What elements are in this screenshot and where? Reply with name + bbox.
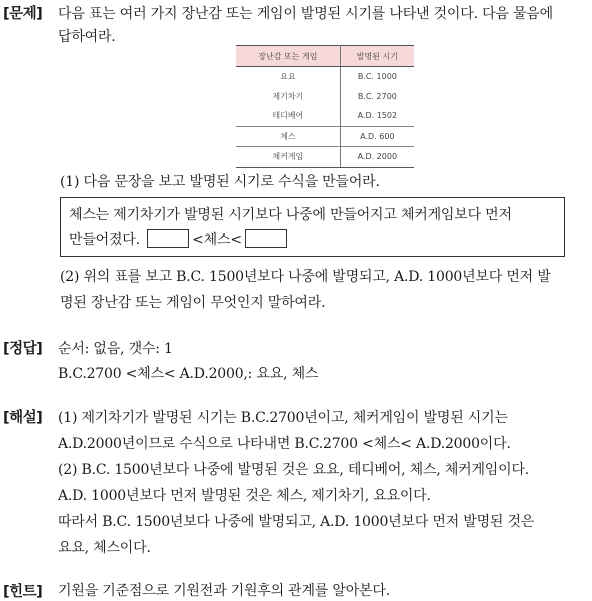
- explanation-label: [해설]: [3, 410, 43, 426]
- question-2-line1: (2) 위의 표를 보고 B.C. 1500년보다 나중에 발명되고, A.D. 1000년보다 먼저 발: [60, 269, 551, 285]
- answer-blank-right: [245, 229, 287, 248]
- hint-line: 기원을 기준점으로 기원전과 기원후의 관계를 알아본다.: [58, 583, 390, 599]
- invention-table: [236, 45, 414, 168]
- table-cell-toy: 요요: [236, 67, 340, 87]
- table-row: [236, 106, 414, 126]
- table-cell-date: A.D. 600: [340, 126, 414, 147]
- table-cell-date: A.D. 2000: [340, 147, 414, 168]
- table-cell-toy: 제기차기: [236, 87, 340, 107]
- table-row: [236, 67, 414, 87]
- problem-label: [문제]: [3, 6, 43, 22]
- answer-blank-left: [147, 229, 189, 248]
- explanation-line: 따라서 B.C. 1500년보다 나중에 발명되고, A.D. 1000년보다 먼저 발명된 것은: [58, 514, 535, 530]
- statement-line1: 체스는 제기차기가 발명된 시기보다 나중에 만들어지고 체커게임보다 먼저: [69, 207, 512, 223]
- explanation-line: A.D. 1000년보다 먼저 발명된 것은 체스, 제기차기, 요요이다.: [58, 488, 431, 504]
- answer-label: [정답]: [3, 341, 43, 357]
- hint-label: [힌트]: [3, 584, 43, 600]
- problem-intro-line2: 답하여라.: [58, 29, 116, 45]
- explanation-line: 요요, 체스이다.: [58, 540, 151, 556]
- statement-line2-middle: <체스<: [192, 232, 242, 248]
- answer-line1: 순서: 없음, 갯수: 1: [58, 341, 173, 357]
- problem-intro-line1: 다음 표는 여러 가지 장난감 또는 게임이 발명된 시기를 나타낸 것이다. 다음 물음에: [58, 6, 553, 22]
- table-cell-date: A.D. 1502: [357, 111, 398, 121]
- statement-line2: [69, 229, 290, 249]
- table-header-toy: 장난감 또는 게임: [236, 46, 340, 67]
- table-header-row: [236, 46, 414, 67]
- table-row: [236, 87, 414, 107]
- table-header-date: 발명된 시기: [340, 46, 414, 67]
- statement-line2-prefix: 만들어졌다.: [69, 232, 140, 248]
- explanation-line: A.D.2000년이므로 수식으로 나타내면 B.C.2700 <체스< A.D.2000이다.: [58, 436, 511, 452]
- table-row: [236, 147, 414, 168]
- table-row: [236, 126, 414, 147]
- table-cell-date: B.C. 1000: [357, 72, 397, 82]
- answer-line2: B.C.2700 <체스< A.D.2000,: 요요, 체스: [58, 366, 319, 382]
- explanation-line: (1) 제기차기가 발명된 시기는 B.C.2700년이고, 체커게임이 발명된 시기는: [58, 410, 508, 426]
- question-1: (1) 다음 문장을 보고 발명된 시기로 수식을 만들어라.: [60, 174, 380, 190]
- table-cell-date: B.C. 2700: [357, 91, 397, 101]
- table-cell-toy: 체스: [236, 126, 340, 147]
- table-cell-toy: 체커게임: [236, 147, 340, 168]
- explanation-line: (2) B.C. 1500년보다 나중에 발명된 것은 요요, 테디베어, 체스, 체커게임이다.: [58, 462, 530, 478]
- statement-box: [60, 197, 565, 257]
- question-2-line2: 명된 장난감 또는 게임이 무엇인지 말하여라.: [60, 295, 326, 311]
- table-cell-toy: 테디베어: [236, 106, 340, 126]
